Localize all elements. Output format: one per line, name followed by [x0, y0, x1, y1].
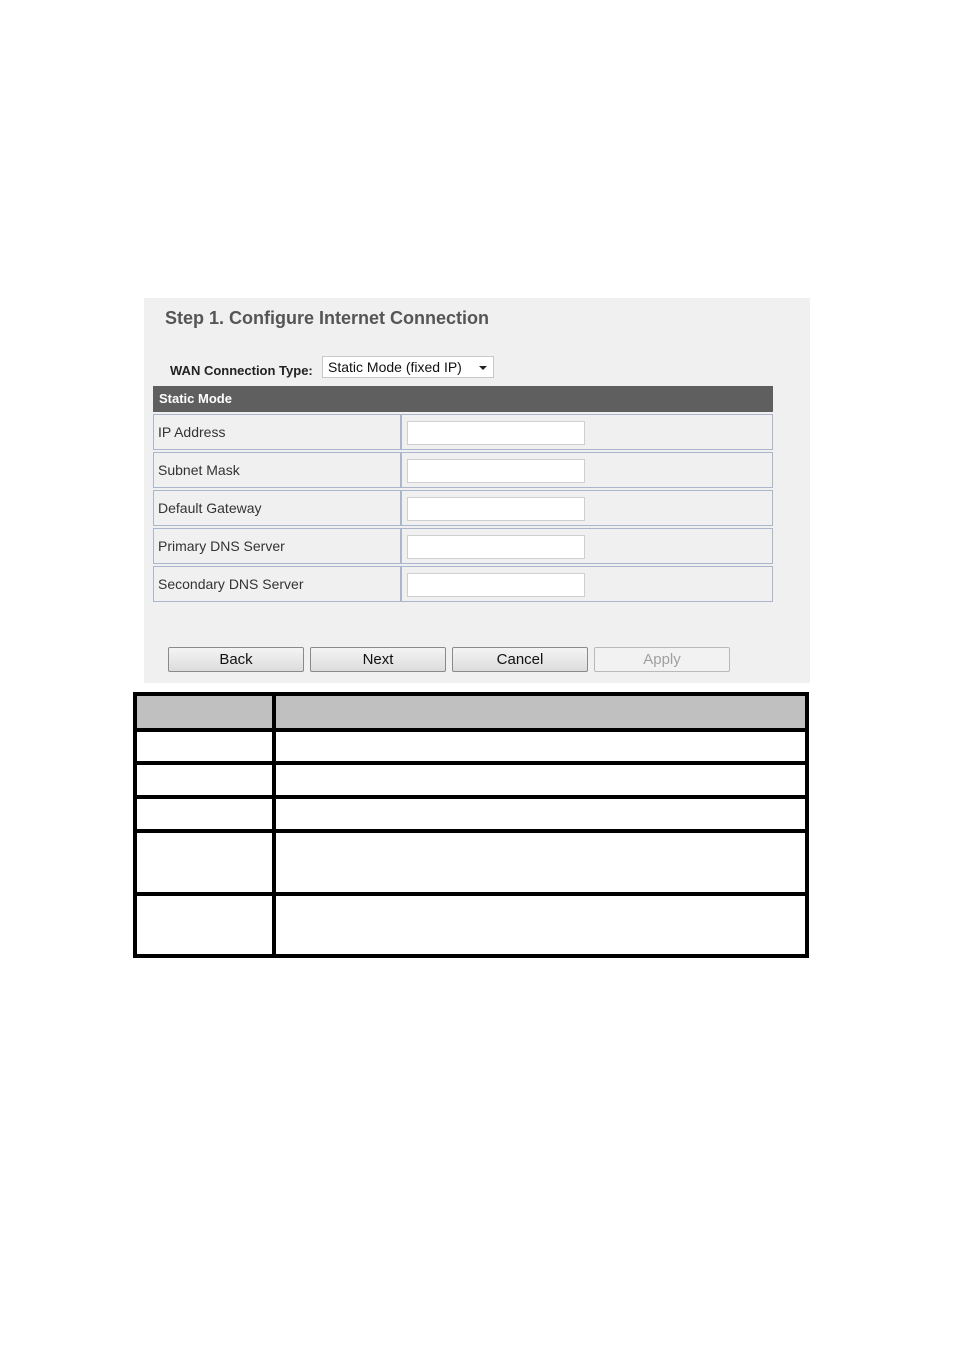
description-table [133, 692, 809, 958]
wan-connection-type-value: Static Mode (fixed IP) [328, 359, 462, 375]
wan-connection-type-select[interactable] [322, 356, 494, 378]
ip-address-label: IP Address [153, 414, 401, 450]
table-cell [276, 765, 805, 795]
table-cell [137, 732, 272, 761]
apply-button[interactable]: Apply [594, 647, 730, 672]
table-cell [276, 732, 805, 761]
primary-dns-cell [401, 528, 773, 564]
default-gateway-cell [401, 490, 773, 526]
table-cell [276, 896, 805, 954]
field-row-subnet-mask [153, 452, 773, 490]
chevron-down-icon [479, 366, 487, 370]
back-button[interactable]: Back [168, 647, 304, 672]
page-title: Step 1. Configure Internet Connection [165, 308, 490, 328]
secondary-dns-cell [401, 566, 773, 602]
table-row [137, 765, 805, 795]
table-header-row [137, 696, 805, 728]
table-cell [137, 896, 272, 954]
table-cell [137, 799, 272, 829]
next-button[interactable]: Next [310, 647, 446, 672]
table-row [137, 896, 805, 954]
primary-dns-label: Primary DNS Server [153, 528, 401, 564]
field-row-ip-address [153, 414, 773, 452]
table-header-cell [137, 696, 272, 728]
subnet-mask-input[interactable] [407, 459, 585, 483]
field-row-default-gateway [153, 490, 773, 528]
wan-connection-type-label: WAN Connection Type: [170, 363, 313, 378]
cancel-button[interactable]: Cancel [452, 647, 588, 672]
section-header: Static Mode [153, 386, 773, 412]
table-header-cell [276, 696, 805, 728]
table-cell [137, 833, 272, 892]
table-cell [137, 765, 272, 795]
field-row-primary-dns [153, 528, 773, 566]
table-row [137, 732, 805, 761]
table-cell [276, 799, 805, 829]
table-column-divider [272, 696, 276, 954]
subnet-mask-label: Subnet Mask [153, 452, 401, 488]
table-row [137, 833, 805, 892]
wizard-panel [144, 298, 810, 683]
default-gateway-label: Default Gateway [153, 490, 401, 526]
secondary-dns-label: Secondary DNS Server [153, 566, 401, 602]
default-gateway-input[interactable] [407, 497, 585, 521]
primary-dns-input[interactable] [407, 535, 585, 559]
table-row [137, 799, 805, 829]
ip-address-cell [401, 414, 773, 450]
ip-address-input[interactable] [407, 421, 585, 445]
field-row-secondary-dns [153, 566, 773, 604]
subnet-mask-cell [401, 452, 773, 488]
secondary-dns-input[interactable] [407, 573, 585, 597]
table-cell [276, 833, 805, 892]
